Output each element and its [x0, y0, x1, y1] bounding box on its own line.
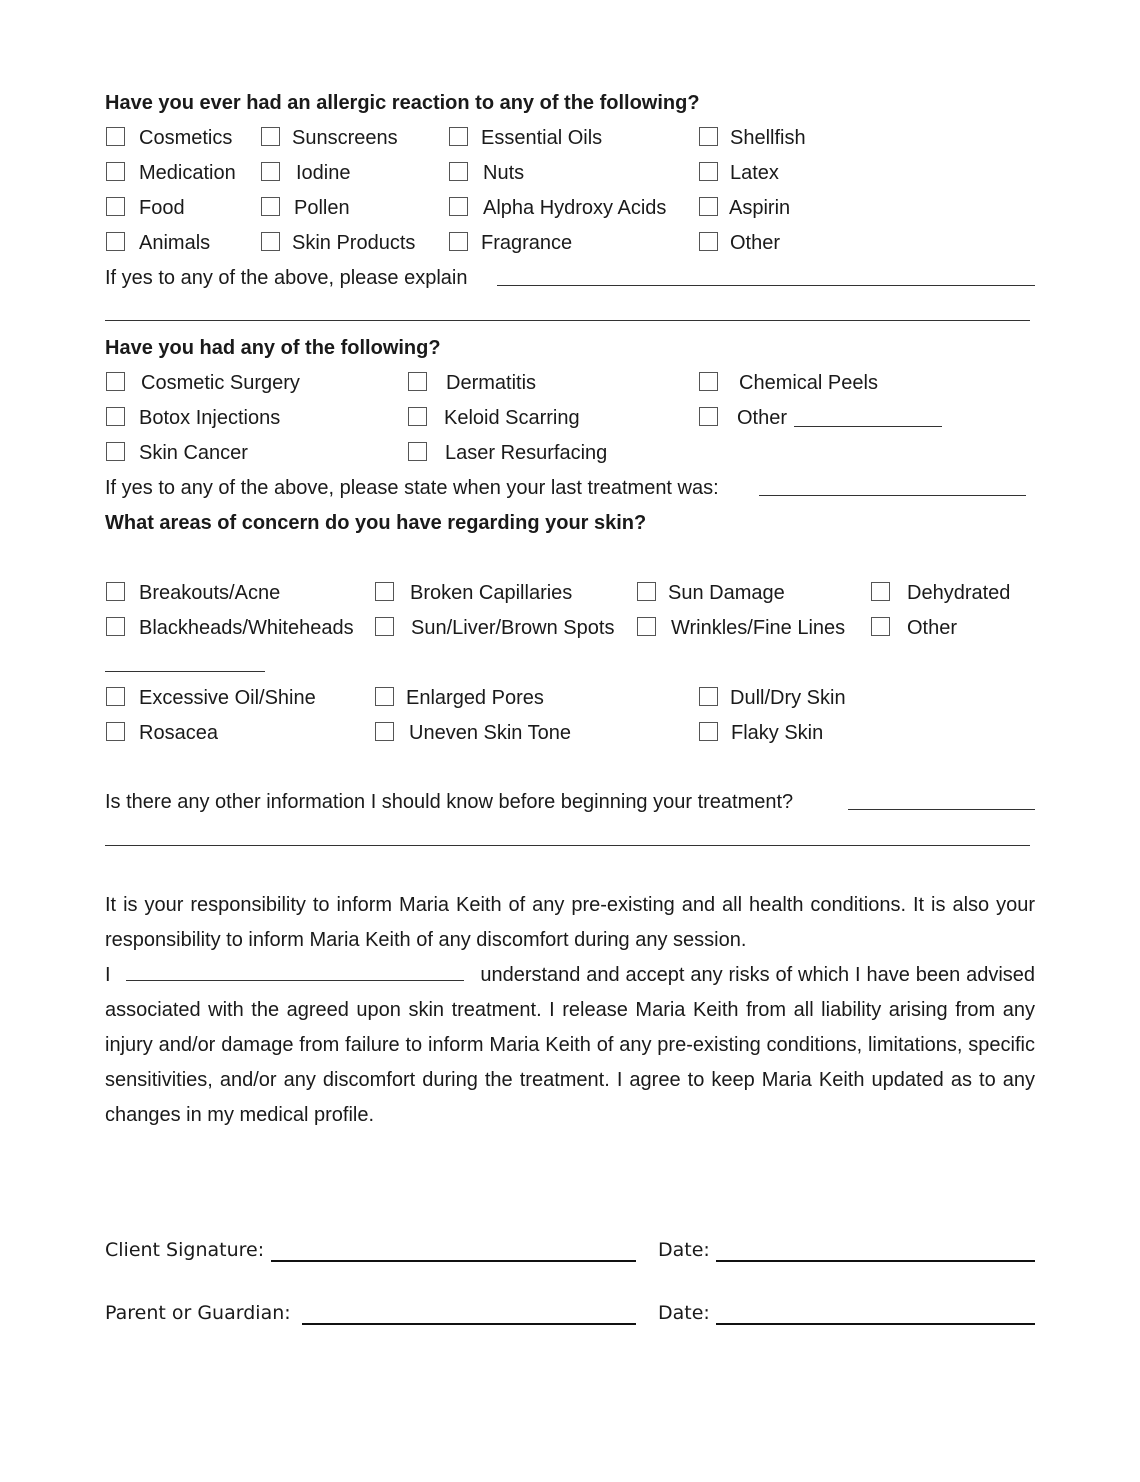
- allergy-checkbox-medication[interactable]: [106, 162, 125, 181]
- allergy-label-nuts: Nuts: [483, 162, 525, 184]
- history-label-dermatitis: Dermatitis: [446, 372, 537, 394]
- history-last-treatment-label: If yes to any of the above, please state when your last treatment was:: [105, 477, 719, 499]
- history-checkbox-laser-resurfacing[interactable]: [408, 442, 427, 461]
- other-info-field-line2[interactable]: [105, 845, 1030, 846]
- allergy-checkbox-fragrance[interactable]: [449, 232, 468, 251]
- concern-label-uneven-skin-tone: Uneven Skin Tone: [409, 722, 571, 744]
- history-checkbox-keloid-scarring[interactable]: [408, 407, 427, 426]
- concern-checkbox-blackheads-whiteheads[interactable]: [106, 617, 125, 636]
- history-other-field[interactable]: [794, 426, 942, 427]
- history-label-cosmetic-surgery: Cosmetic Surgery: [141, 372, 300, 394]
- concern-checkbox-dehydrated[interactable]: [871, 582, 890, 601]
- allergy-checkbox-pollen[interactable]: [261, 197, 280, 216]
- allergy-label-medication: Medication: [139, 162, 236, 184]
- allergy-checkbox-food[interactable]: [106, 197, 125, 216]
- client-date-field[interactable]: [716, 1260, 1035, 1262]
- allergy-explain-field[interactable]: [497, 285, 1035, 286]
- concern-label-dull-dry-skin: Dull/Dry Skin: [730, 687, 846, 709]
- history-label-botox-injections: Botox Injections: [139, 407, 281, 429]
- allergy-checkbox-animals[interactable]: [106, 232, 125, 251]
- concern-label-excessive-oil-shine: Excessive Oil/Shine: [139, 687, 316, 709]
- history-last-treatment-field[interactable]: [759, 495, 1026, 496]
- guardian-date-label: Date:: [658, 1302, 710, 1324]
- history-checkbox-botox-injections[interactable]: [106, 407, 125, 426]
- concern-checkbox-enlarged-pores[interactable]: [375, 687, 394, 706]
- client-signature-field[interactable]: [271, 1260, 636, 1262]
- guardian-signature-field[interactable]: [302, 1323, 636, 1325]
- allergy-label-pollen: Pollen: [294, 197, 350, 219]
- history-checkbox-skin-cancer[interactable]: [106, 442, 125, 461]
- concerns-question: What areas of concern do you have regarding your skin?: [105, 512, 647, 534]
- guardian-date-field[interactable]: [716, 1323, 1035, 1325]
- consent-paragraph-1: It is your responsibility to inform Maria Keith of any pre-existing and all health conditions. It is also your responsibility to inform Maria Keith of any discomfort during any session.: [105, 894, 1035, 951]
- concern-checkbox-other[interactable]: [871, 617, 890, 636]
- allergy-label-animals: Animals: [139, 232, 211, 254]
- concern-checkbox-dull-dry-skin[interactable]: [699, 687, 718, 706]
- allergy-label-iodine: Iodine: [296, 162, 351, 184]
- concern-checkbox-sun-liver-brown-spots[interactable]: [375, 617, 394, 636]
- concern-label-sun-damage: Sun Damage: [668, 582, 785, 604]
- history-label-other: Other: [737, 407, 788, 429]
- allergy-checkbox-alpha-hydroxy-acids[interactable]: [449, 197, 468, 216]
- other-info-question: Is there any other information I should know before beginning your treatment?: [105, 791, 794, 813]
- history-question: Have you had any of the following?: [105, 337, 441, 359]
- allergy-checkbox-other[interactable]: [699, 232, 718, 251]
- allergy-label-other: Other: [730, 232, 781, 254]
- concern-label-enlarged-pores: Enlarged Pores: [406, 687, 544, 709]
- history-label-keloid-scarring: Keloid Scarring: [444, 407, 580, 429]
- consent-paragraph-2: [105, 958, 1035, 1133]
- concern-label-sun-liver-brown-spots: Sun/Liver/Brown Spots: [411, 617, 615, 639]
- allergy-label-aspirin: Aspirin: [729, 197, 791, 219]
- allergy-label-latex: Latex: [730, 162, 779, 184]
- concern-label-flaky-skin: Flaky Skin: [731, 722, 824, 744]
- allergy-label-essential-oils: Essential Oils: [481, 127, 603, 149]
- allergy-label-cosmetics: Cosmetics: [139, 127, 233, 149]
- concern-checkbox-sun-damage[interactable]: [637, 582, 656, 601]
- allergy-question: Have you ever had an allergic reaction to any of the following?: [105, 92, 700, 114]
- history-label-laser-resurfacing: Laser Resurfacing: [445, 442, 608, 464]
- allergy-label-shellfish: Shellfish: [730, 127, 806, 149]
- concern-checkbox-flaky-skin[interactable]: [699, 722, 718, 741]
- allergy-checkbox-essential-oils[interactable]: [449, 127, 468, 146]
- consent-body: understand and accept any risks of which I have been advised associated with the agreed upon skin treatment. I release Maria Keith from all liability arising from any injury and/or damage from failure to inform Maria Keith of any pre-existing conditions, limitations, specific sensitivities, and/or any discomfort during the treatment. I agree to keep Maria Keith updated as to any changes in my medical profile.: [105, 964, 1036, 1126]
- allergy-checkbox-aspirin[interactable]: [699, 197, 718, 216]
- concern-other-field[interactable]: [105, 671, 265, 672]
- concern-label-wrinkles-fine-lines: Wrinkles/Fine Lines: [671, 617, 846, 639]
- concern-label-rosacea: Rosacea: [139, 722, 218, 744]
- concern-label-broken-capillaries: Broken Capillaries: [410, 582, 573, 604]
- allergy-checkbox-latex[interactable]: [699, 162, 718, 181]
- guardian-signature-label: Parent or Guardian:: [105, 1302, 291, 1324]
- allergy-label-food: Food: [139, 197, 185, 219]
- other-info-field[interactable]: [848, 809, 1035, 810]
- concern-label-dehydrated: Dehydrated: [907, 582, 1011, 604]
- concern-checkbox-breakouts-acne[interactable]: [106, 582, 125, 601]
- concern-label-other: Other: [907, 617, 958, 639]
- concern-checkbox-excessive-oil-shine[interactable]: [106, 687, 125, 706]
- allergy-label-sunscreens: Sunscreens: [292, 127, 398, 149]
- consent-name-field[interactable]: [126, 962, 464, 981]
- allergy-explain-field-line2[interactable]: [105, 320, 1030, 321]
- concern-checkbox-broken-capillaries[interactable]: [375, 582, 394, 601]
- allergy-checkbox-cosmetics[interactable]: [106, 127, 125, 146]
- allergy-label-fragrance: Fragrance: [481, 232, 573, 254]
- allergy-label-skin-products: Skin Products: [292, 232, 416, 254]
- history-label-skin-cancer: Skin Cancer: [139, 442, 248, 464]
- allergy-checkbox-sunscreens[interactable]: [261, 127, 280, 146]
- history-checkbox-dermatitis[interactable]: [408, 372, 427, 391]
- allergy-checkbox-skin-products[interactable]: [261, 232, 280, 251]
- concern-checkbox-rosacea[interactable]: [106, 722, 125, 741]
- history-checkbox-cosmetic-surgery[interactable]: [106, 372, 125, 391]
- allergy-label-alpha-hydroxy-acids: Alpha Hydroxy Acids: [483, 197, 667, 219]
- consent-prefix: I: [105, 964, 111, 986]
- history-checkbox-other[interactable]: [699, 407, 718, 426]
- allergy-checkbox-iodine[interactable]: [261, 162, 280, 181]
- concern-label-breakouts-acne: Breakouts/Acne: [139, 582, 281, 604]
- client-date-label: Date:: [658, 1239, 710, 1261]
- history-checkbox-chemical-peels[interactable]: [699, 372, 718, 391]
- concern-label-blackheads-whiteheads: Blackheads/Whiteheads: [139, 617, 354, 639]
- concern-checkbox-uneven-skin-tone[interactable]: [375, 722, 394, 741]
- allergy-checkbox-nuts[interactable]: [449, 162, 468, 181]
- concern-checkbox-wrinkles-fine-lines[interactable]: [637, 617, 656, 636]
- allergy-checkbox-shellfish[interactable]: [699, 127, 718, 146]
- allergy-explain-label: If yes to any of the above, please explain: [105, 267, 468, 289]
- history-label-chemical-peels: Chemical Peels: [739, 372, 878, 394]
- client-signature-label: Client Signature:: [105, 1239, 265, 1261]
